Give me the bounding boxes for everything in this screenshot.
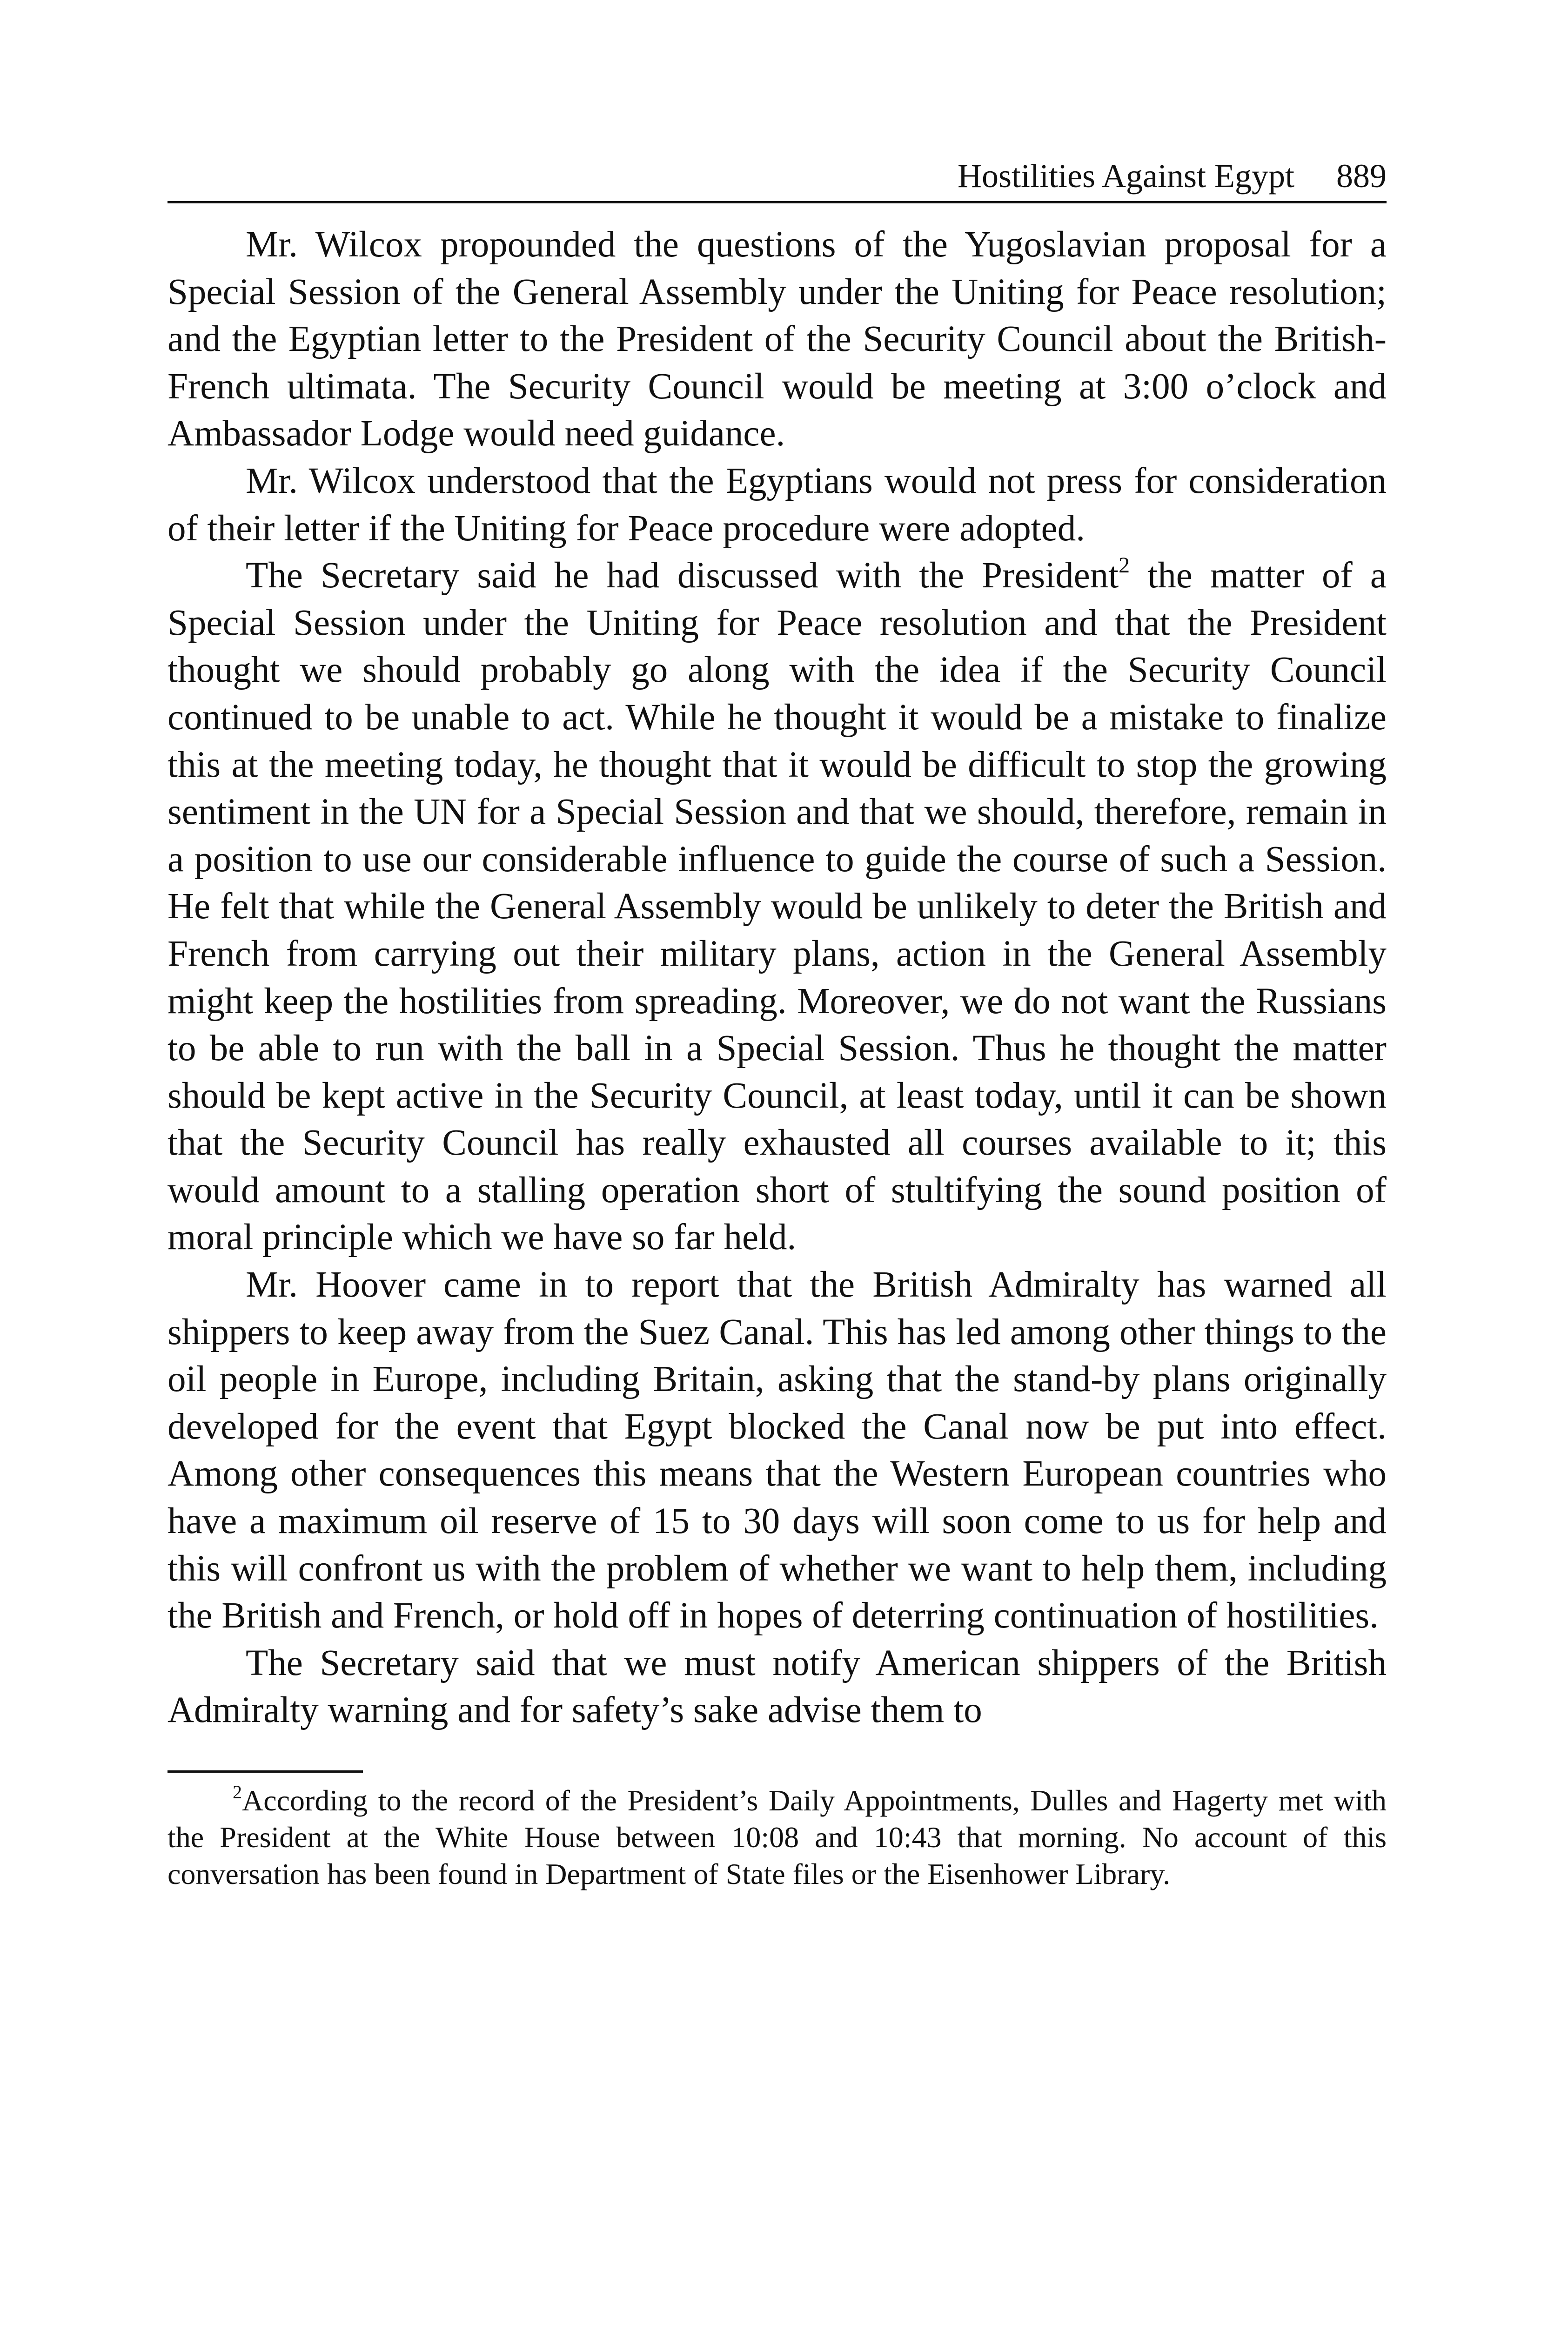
footnote-marker: 2 (233, 1782, 242, 1802)
running-head (168, 154, 1387, 203)
paragraph: Mr. Wilcox understood that the Egyptians would not press for consideration of their letter if the Uniting for Peace procedure were adopted. (168, 460, 1387, 549)
footnote-text-block (168, 1782, 1387, 1892)
paragraph-text: the matter of a Special Session under the Uniting for Peace resolution and that the President thought we should probably go along with the idea if the Security Council continued to be unable to act. While he thought it would be a mistake to finalize this at the meeting today, he thought that it would be difficult to stop the growing sentiment in the UN for a Special Session and that we should, therefore, remain in a position to use our considerable influence to guide the course of such a Session. He felt that while the General Assembly would be unlikely to deter the British and French from carrying out their military plans, action in the General Assembly might keep the hostilities from spreading. Moreover, we do not want the Russians to be able to run with the ball in a Special Session. Thus he thought the matter should be kept active in the Security Council, at least today, until it can be shown that the Security Council has really exhausted all courses available to it; this would amount to a stalling operation short of stultifying the sound position of moral principle which we have so far held. (168, 555, 1387, 1258)
document-page (168, 154, 1387, 1892)
footnote-text: According to the record of the President’s Daily Appointments, Dulles and Hagerty met with the President at the White House between 10:08 and 10:43 that morning. No account of this conversation has been found in Department of State files or the Eisenhower Library. (168, 1784, 1387, 1890)
body-text (168, 221, 1387, 1734)
running-head-title: Hostilities Against Egypt (957, 157, 1294, 195)
footnote-reference: 2 (1119, 553, 1130, 578)
paragraph-text: The Secretary said he had discussed with the President (246, 555, 1119, 596)
footnote-divider (168, 1770, 363, 1773)
paragraph (168, 552, 1387, 1261)
footnote (168, 1782, 1387, 1892)
page-number: 889 (1336, 157, 1387, 195)
paragraph: Mr. Hoover came in to report that the British Admiralty has warned all shippers to keep away from the Suez Canal. This has led among other things to the oil people in Europe, including Britain, asking that the stand-by plans originally developed for the event that Egypt blocked the Canal now be put into effect. Among other consequences this means that the Western European countries who have a maximum oil reserve of 15 to 30 days will soon come to us for help and this will confront us with the problem of whether we want to help them, including the British and French, or hold off in hopes of deterring continuation of hostilities. (168, 1264, 1387, 1636)
paragraph: The Secretary said that we must notify American shippers of the British Admiralty warning and for safety’s sake advise them to (168, 1642, 1387, 1731)
paragraph: Mr. Wilcox propounded the questions of the Yugoslavian proposal for a Special Session of the General Assembly under the Uniting for Peace resolution; and the Egyptian letter to the President of the Security Council about the British-French ultimata. The Security Council would be meeting at 3:00 o’clock and Ambassador Lodge would need guidance. (168, 224, 1387, 454)
